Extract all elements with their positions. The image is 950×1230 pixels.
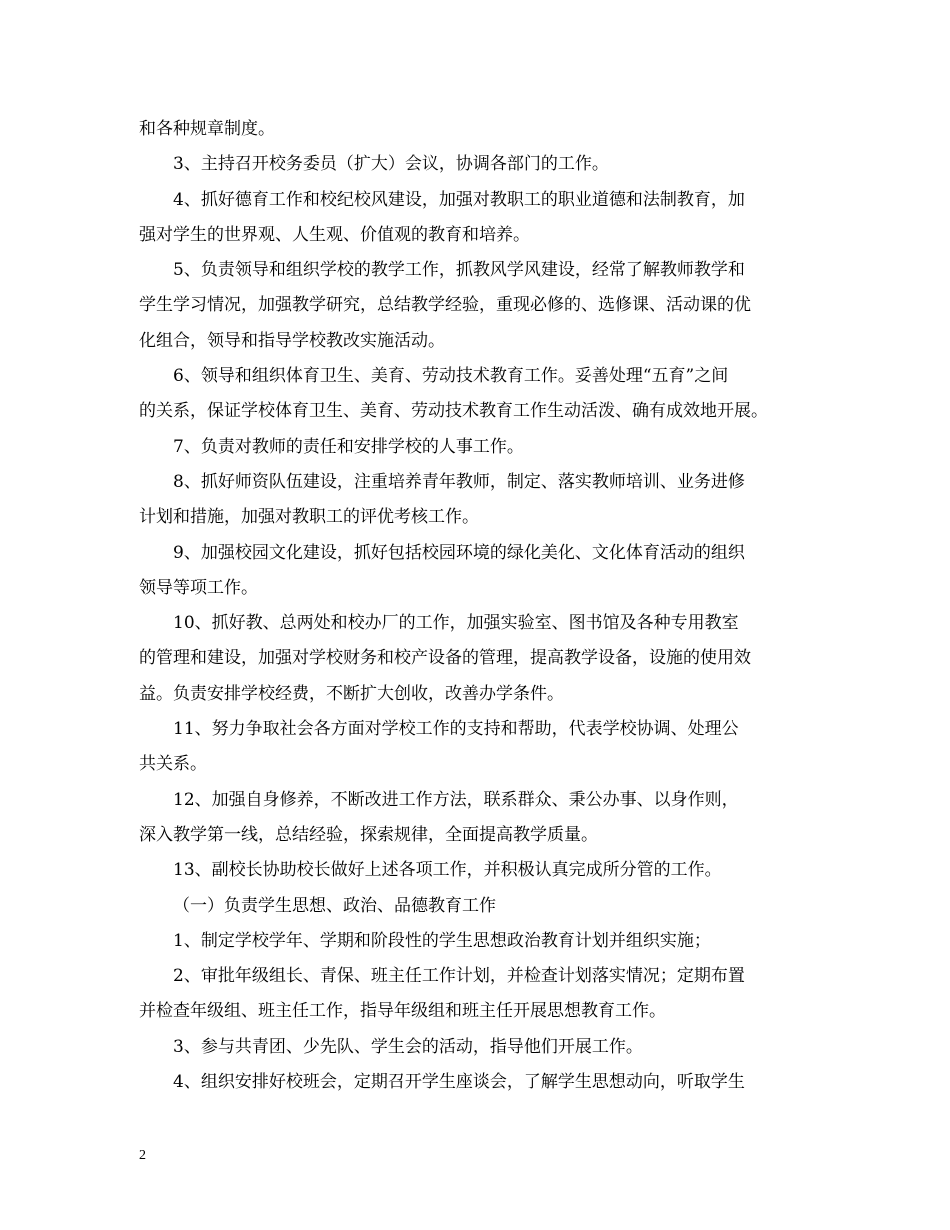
text-line: 强对学生的世界观、人生观、价值观的教育和培养。 (139, 224, 530, 245)
text-line: 共关系。 (139, 754, 207, 775)
text-line: 11、努力争取社会各方面对学校工作的支持和帮助，代表学校协调、处理公 (173, 719, 739, 740)
document-body (139, 112, 819, 1100)
text-line: 4、组织安排好校班会，定期召开学生座谈会，了解学生思想动向，听取学生 (173, 1072, 745, 1093)
text-line: （一）负责学生思想、政治、品德教育工作 (173, 895, 496, 916)
text-line: 3、参与共青团、少先队、学生会的活动，指导他们开展工作。 (173, 1036, 643, 1057)
text-line: 12、加强自身修养，不断改进工作方法，联系群众、秉公办事、以身作则， (173, 789, 739, 810)
text-line: 5、负责领导和组织学校的教学工作，抓教风学风建设，经常了解教师教学和 (173, 260, 745, 281)
text-line: 学生学习情况，加强教学研究，总结教学经验，重现必修的、选修课、活动课的优 (139, 295, 751, 316)
text-line: 10、抓好教、总两处和校办厂的工作，加强实验室、图书馆及各种专用教室 (173, 613, 739, 634)
text-line: 益。负责安排学校经费，不断扩大创收，改善办学条件。 (139, 683, 564, 704)
text-line: 领导等项工作。 (139, 577, 258, 598)
text-line: 9、加强校园文化建设，抓好包括校园环境的绿化美化、文化体育活动的组织 (173, 542, 745, 563)
text-line: 6、领导和组织体育卫生、美育、劳动技术教育工作。妥善处理“五育”之间 (173, 366, 729, 387)
text-line: 和各种规章制度。 (139, 119, 275, 139)
text-line: 8、抓好师资队伍建设，注重培养青年教师，制定、落实教师培训、业务进修 (173, 471, 745, 492)
text-line: 7、负责对教师的责任和安排学校的人事工作。 (173, 436, 524, 457)
text-line: 的关系，保证学校体育卫生、美育、劳动技术教育工作生动活泼、确有成效地开展。 (139, 401, 768, 422)
text-line: 13、副校长协助校长做好上述各项工作，并积极认真完成所分管的工作。 (173, 860, 722, 881)
text-line: 4、抓好德育工作和校纪校风建设，加强对教职工的职业道德和法制教育，加 (173, 189, 745, 210)
text-line: 计划和措施，加强对教职工的评优考核工作。 (139, 507, 479, 528)
text-line: 1、制定学校学年、学期和阶段性的学生思想政治教育计划并组织实施； (173, 930, 711, 951)
text-line: 2、审批年级组长、青保、班主任工作计划，并检查计划落实情况；定期布置 (173, 966, 745, 987)
text-line: 3、主持召开校务委员（扩大）会议，协调各部门的工作。 (173, 154, 609, 175)
text-line: 深入教学第一线，总结经验，探索规律，全面提高教学质量。 (139, 824, 598, 845)
page-number: 2 (139, 1148, 146, 1163)
text-line: 的管理和建设，加强对学校财务和校产设备的管理，提高教学设备，设施的使用效 (139, 648, 751, 669)
text-line: 并检查年级组、班主任工作，指导年级组和班主任开展思想教育工作。 (139, 1001, 666, 1022)
text-line: 化组合，领导和指导学校教改实施活动。 (139, 330, 445, 351)
